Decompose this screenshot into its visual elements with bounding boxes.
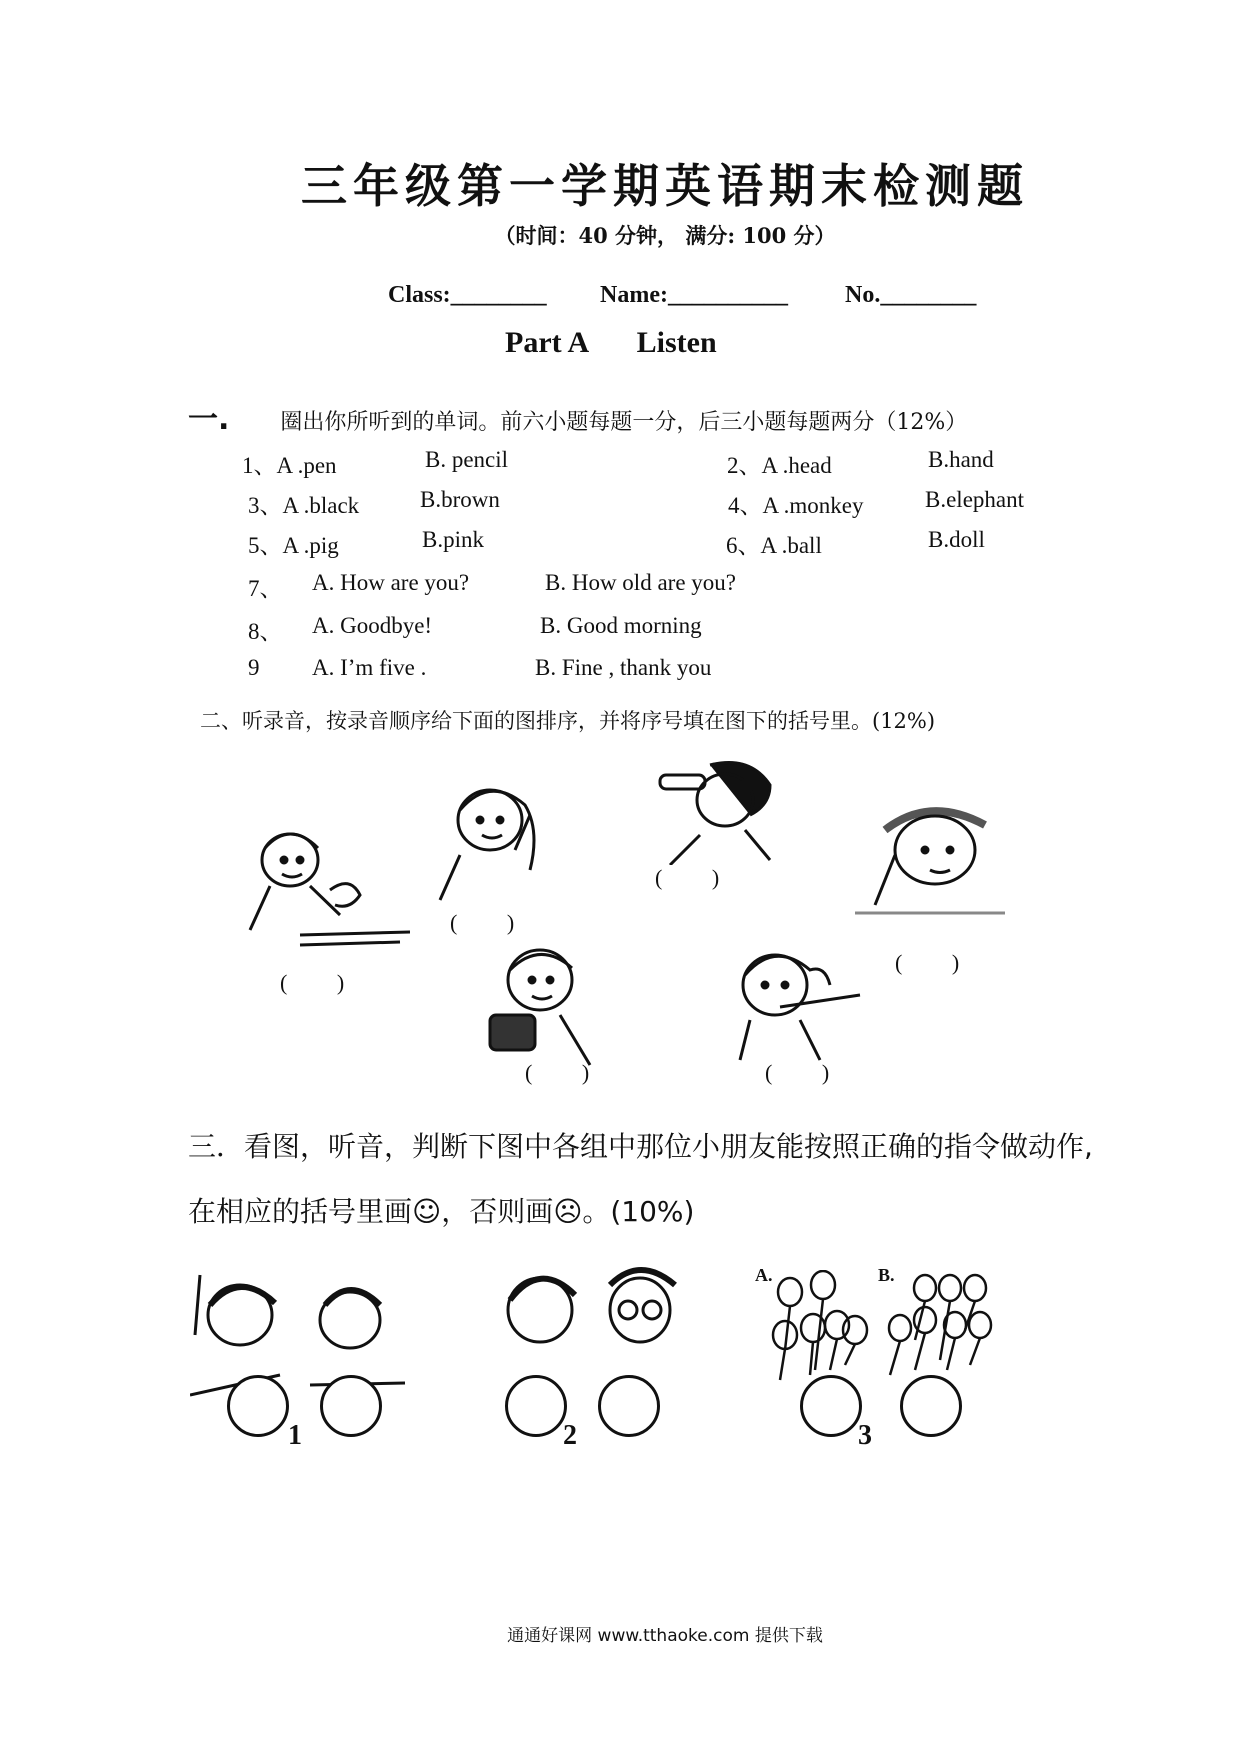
group2-answer-circle-left[interactable] xyxy=(505,1375,567,1437)
question-9-b: B. Fine , thank you xyxy=(535,655,712,680)
answer-paren-picture-5[interactable]: ( ) xyxy=(525,1060,612,1085)
exam-time-score: （时间：40 分钟， 满分: 100 分） xyxy=(494,223,836,248)
question-8-a: A. Goodbye! xyxy=(312,613,433,638)
part-label: Part A xyxy=(505,326,590,359)
section3-instruction-line2: 在相应的括号里画☺，否则画☹。(10%) xyxy=(188,1195,695,1228)
girl-drinking-picture xyxy=(650,755,780,865)
footer-source: 通通好课网 www.tthaoke.com 提供下载 xyxy=(507,1626,823,1646)
answer-paren-picture-2[interactable]: ( ) xyxy=(450,910,537,935)
question-4-a: 4、A .monkey xyxy=(728,493,864,518)
group3-answer-circle-b[interactable] xyxy=(900,1375,962,1437)
group3-answer-circle-a[interactable] xyxy=(800,1375,862,1437)
answer-paren-picture-4[interactable]: ( ) xyxy=(895,950,982,975)
section3-instruction-line1: 三．看图，听音，判断下图中各组中那位小朋友能按照正确的指令做动作, xyxy=(188,1130,1093,1163)
question-3-a: 3、A .black xyxy=(248,493,360,518)
question-8-number: 8、 xyxy=(248,619,283,644)
balloons-group-a-picture xyxy=(765,1270,875,1390)
part-heading xyxy=(505,326,717,360)
girl-brushing-teeth-picture xyxy=(720,935,870,1065)
group2-answer-circle-right[interactable] xyxy=(598,1375,660,1437)
class-field-label: Class:________ xyxy=(388,282,547,308)
boy-with-bag-picture xyxy=(480,940,610,1070)
question-4-b: B.elephant xyxy=(925,487,1024,512)
group1-children-picture xyxy=(190,1265,410,1405)
question-6-a: 6、A .ball xyxy=(726,533,822,558)
boy-touching-eye-picture xyxy=(855,795,1005,915)
question-8-b: B. Good morning xyxy=(540,613,702,638)
section2-instruction: 二、听录音，按录音顺序给下面的图排序，并将序号填在图下的括号里。(12%) xyxy=(200,709,936,733)
page-title: 三年级第一学期英语期末检测题 xyxy=(301,159,1029,213)
group1-answer-circle-right[interactable] xyxy=(320,1375,382,1437)
question-1-a: 1、A .pen xyxy=(242,453,337,478)
answer-paren-picture-1[interactable]: ( ) xyxy=(280,970,367,995)
child-washing-hands-picture xyxy=(240,820,410,960)
name-field-label: Name:__________ xyxy=(600,282,788,308)
group3-number: 3 xyxy=(858,1420,872,1451)
answer-paren-picture-6[interactable]: ( ) xyxy=(765,1060,852,1085)
balloon-option-a-label: A. xyxy=(755,1265,773,1285)
part-name: Listen xyxy=(636,326,717,359)
question-6-b: B.doll xyxy=(928,527,985,552)
question-7-b: B. How old are you? xyxy=(545,570,736,595)
question-7-a: A. How are you? xyxy=(312,570,470,595)
section1-heading xyxy=(188,394,967,438)
group1-answer-circle-left[interactable] xyxy=(227,1375,289,1437)
section1-instruction: 圈出你所听到的单词。前六小题每题一分，后三小题每题两分（12%） xyxy=(280,410,968,435)
question-9-number: 9 xyxy=(248,655,260,680)
question-5-a: 5、A .pig xyxy=(248,533,339,558)
question-7-number: 7、 xyxy=(248,576,283,601)
question-2-b: B.hand xyxy=(928,447,994,472)
girl-pointing-to-ear-picture xyxy=(430,775,560,905)
balloons-group-b-picture xyxy=(885,1270,995,1390)
question-5-b: B.pink xyxy=(422,527,484,552)
number-field-label: No.________ xyxy=(845,282,977,308)
question-1-b: B. pencil xyxy=(425,447,509,472)
question-9-a: A. I’m five . xyxy=(312,655,427,680)
group1-number: 1 xyxy=(288,1420,302,1451)
group2-number: 2 xyxy=(563,1420,577,1451)
question-2-a: 2、A .head xyxy=(727,453,832,478)
question-3-b: B.brown xyxy=(420,487,500,512)
group2-children-picture xyxy=(490,1255,690,1395)
answer-paren-picture-3[interactable]: ( ) xyxy=(655,865,742,890)
balloon-option-b-label: B. xyxy=(878,1265,895,1285)
section1-number: 一. xyxy=(188,402,230,437)
